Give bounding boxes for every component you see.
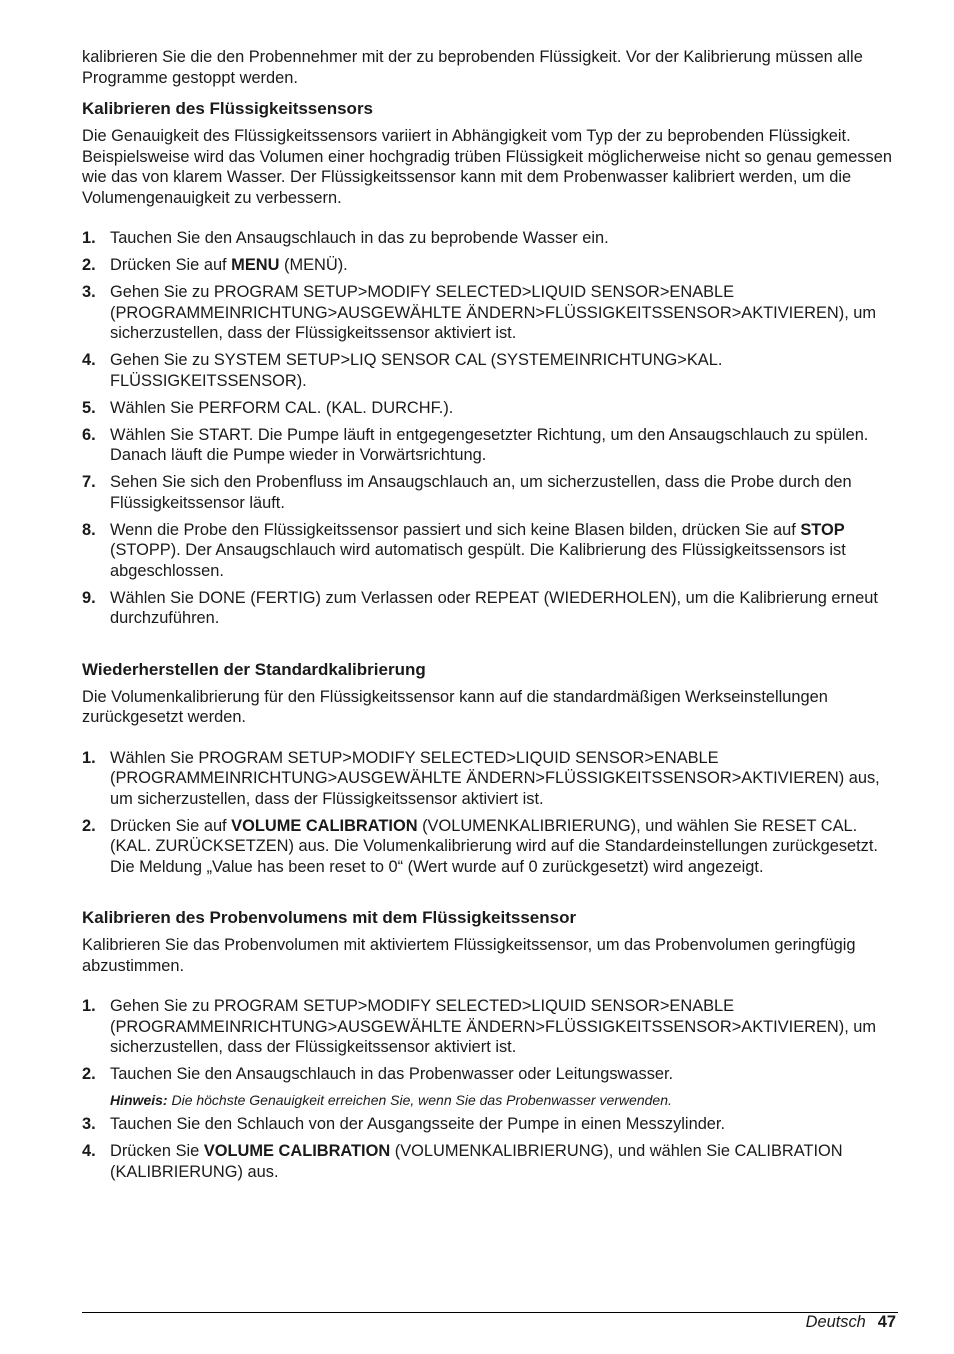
step-item [82,996,898,1058]
page-number: 47 [877,1313,896,1331]
step-text: Gehen Sie zu PROGRAM SETUP>MODIFY SELECTED>LIQUID SENSOR>ENABLE (PROGRAMMEINRICHTUNG>AUSGEWÄHLTE ÄNDERN>FLÜSSIGKEITSSENSOR>AKTIVIEREN), um sicherzustellen, dass der Flüssigkeitssensor aktiviert ist. [110,997,877,1056]
step-number: 1. [82,997,96,1015]
step-item [82,520,898,582]
step-number: 8. [82,520,96,539]
step-text-tail: (STOPP). Der Ansaugschlauch wird automatisch gespült. Die Kalibrierung des Flüssigkeitssensors ist abgeschlossen. [110,541,846,580]
section-heading: Wiederherstellen der Standardkalibrierung [82,659,426,679]
step-item [82,816,898,878]
step-item [82,282,898,344]
step-number: 7. [82,473,96,491]
step-text: Drücken Sie auf [110,256,232,274]
step-text: Drücken Sie [110,1142,204,1160]
step-item [82,748,898,810]
step-item [82,1064,898,1109]
key-label: VOLUME CALIBRATION [203,1142,391,1160]
step-text: Tauchen Sie den Ansaugschlauch in das zu beprobende Wasser ein. [110,229,609,247]
section-heading: Kalibrieren des Flüssigkeitssensors [82,99,374,118]
step-item [82,255,898,276]
steps-list [82,228,898,629]
section-paragraph: Die Volumenkalibrierung für den Flüssigkeitssensor kann auf die standardmäßigen Werkseinstellungen zurückgesetzt werden. [82,687,828,726]
step-text: Gehen Sie zu SYSTEM SETUP>LIQ SENSOR CAL (SYSTEMEINRICHTUNG>KAL. FLÜSSIGKEITSSENSOR). [110,351,723,390]
note-label: Hinweis: [110,1091,168,1108]
section-restore-default-calibration [82,659,898,878]
steps-list [82,996,898,1182]
step-text: Wählen Sie PERFORM CAL. (KAL. DURCHF.). [110,398,454,417]
step-item [82,425,898,466]
step-text: Tauchen Sie den Schlauch von der Ausgangsseite der Pumpe in einen Messzylinder. [110,1115,726,1133]
page-content [82,47,898,1189]
section-paragraph: Kalibrieren Sie das Probenvolumen mit aktiviertem Flüssigkeitssensor, um das Probenvolumen geringfügig abzustimmen. [82,936,856,975]
step-text: Wenn die Probe den Flüssigkeitssensor passiert und sich keine Blasen bilden, drücken Sie auf [110,520,801,539]
step-item [82,228,898,249]
step-number: 1. [82,748,96,767]
step-text-tail: (MENÜ). [279,256,348,274]
key-label: STOP [800,520,845,539]
step-number: 1. [82,229,96,247]
step-text: Wählen Sie START. Die Pumpe läuft in entgegengesetzter Richtung, um den Ansaugschlauch zu spülen. Danach läuft die Pumpe wieder in Vorwärtsrichtung. [110,425,869,464]
section-sample-volume-calibration [82,907,898,1182]
step-number: 3. [82,283,96,301]
step-text: Wählen Sie DONE (FERTIG) zum Verlassen oder REPEAT (WIEDERHOLEN), um die Kalibrierung erneut durchzuführen. [110,588,878,627]
key-label: VOLUME CALIBRATION [231,816,418,835]
step-item [82,588,898,629]
step-item [82,350,898,391]
step-number: 2. [82,1065,96,1083]
section-liquid-sensor-calibration [82,98,898,629]
step-item [82,1141,898,1182]
step-text: Gehen Sie zu PROGRAM SETUP>MODIFY SELECTED>LIQUID SENSOR>ENABLE (PROGRAMMEINRICHTUNG>AUSGEWÄHLTE ÄNDERN>FLÜSSIGKEITSSENSOR>AKTIVIEREN), um sicherzustellen, dass der Flüssigkeitssensor aktiviert ist. [110,283,877,342]
page-footer [806,1312,896,1332]
step-text-tail: (VOLUMENKALIBRIERUNG), und wählen Sie CALIBRATION (KALIBRIERUNG) aus. [110,1142,843,1181]
step-number: 6. [82,425,96,444]
key-label: MENU [231,256,280,274]
step-item [82,1114,898,1135]
step-number: 4. [82,1142,96,1160]
note [110,1091,898,1109]
footer-divider [82,1312,898,1313]
step-number: 3. [82,1115,96,1133]
step-number: 2. [82,256,96,274]
step-text-tail: (VOLUMENKALIBRIERUNG), und wählen Sie RESET CAL. (KAL. ZURÜCKSETZEN) aus. Die Volumenkalibrierung wird auf die Standardeinstellungen zurückgesetzt. Die Meldung „Value has been reset to 0“ (Wert wurde auf 0 zurückgesetzt) wird angezeigt. [110,816,878,876]
section-heading: Kalibrieren des Probenvolumens mit dem Flüssigkeitssensor [82,908,577,927]
step-text: Sehen Sie sich den Probenfluss im Ansaugschlauch an, um sicherzustellen, dass die Probe durch den Flüssigkeitssensor läuft. [110,473,852,512]
step-number: 2. [82,816,96,835]
note-text: Die höchste Genauigkeit erreichen Sie, wenn Sie das Probenwasser verwenden. [167,1091,672,1108]
intro-paragraph: kalibrieren Sie die den Probennehmer mit der zu beprobenden Flüssigkeit. Vor der Kalibrierung müssen alle Programme gestoppt werden. [82,48,863,87]
footer-language: Deutsch [805,1313,866,1331]
step-text: Tauchen Sie den Ansaugschlauch in das Probenwasser oder Leitungswasser. [110,1065,674,1083]
step-item [82,398,898,419]
steps-list [82,748,898,878]
step-number: 5. [82,398,96,417]
step-text: Wählen Sie PROGRAM SETUP>MODIFY SELECTED>LIQUID SENSOR>ENABLE (PROGRAMMEINRICHTUNG>AUSGEWÄHLTE ÄNDERN>FLÜSSIGKEITSSENSOR>AKTIVIEREN) aus, um sicherzustellen, dass der Flüssigkeitssensor aktiviert ist. [110,748,880,808]
step-number: 9. [82,588,96,607]
section-paragraph: Die Genauigkeit des Flüssigkeitssensors variiert in Abhängigkeit vom Typ der zu beprobenden Flüssigkeit. Beispielsweise wird das Volumen einer hochgradig trüben Flüssigkeit möglicherweise nicht so genau gemessen wie das von klarem Wasser. Der Flüssigkeitssensor kann mit dem Probenwasser kalibriert werden, um die Volumengenauigkeit zu verbessern. [82,127,892,207]
step-number: 4. [82,351,96,369]
step-item [82,472,898,513]
step-text: Drücken Sie auf [110,816,232,835]
